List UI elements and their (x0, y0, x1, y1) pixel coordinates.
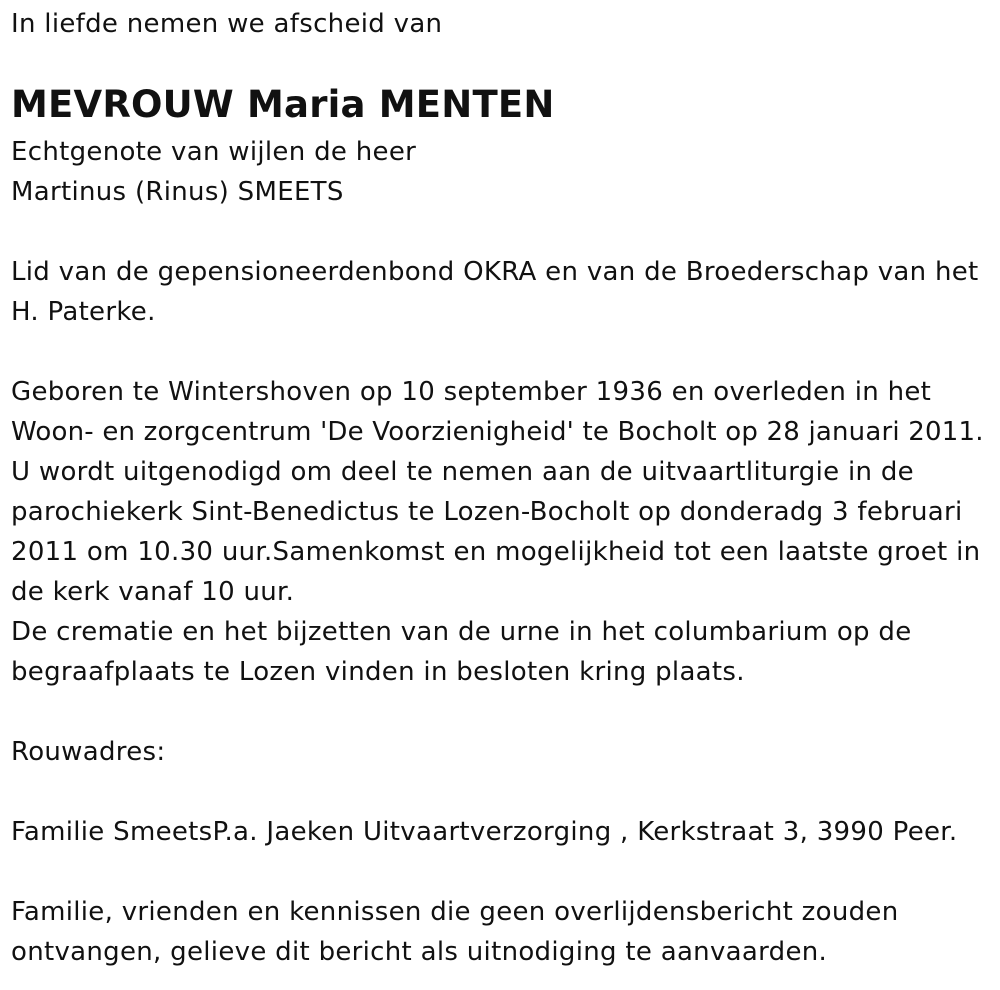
address-block (11, 812, 990, 852)
address-text: Familie SmeetsP.a. Jaeken Uitvaartverzorging , Kerkstraat 3, 3990 Peer. (11, 817, 958, 847)
closing-block (11, 892, 990, 972)
details-line: parochiekerk Sint-Benedictus te Lozen-Bocholt op donderadg 3 februari (11, 497, 963, 527)
spouse-block (11, 132, 990, 212)
details-line: U wordt uitgenodigd om deel te nemen aan de uitvaartliturgie in de (11, 457, 914, 487)
details-line: begraafplaats te Lozen vinden in besloten kring plaats. (11, 657, 745, 687)
spouse-line: Martinus (Rinus) SMEETS (11, 177, 344, 207)
spouse-line: Echtgenote van wijlen de heer (11, 137, 417, 167)
membership-line: Lid van de gepensioneerdenbond OKRA en van de Broederschap van het (11, 257, 979, 287)
closing-line: ontvangen, gelieve dit bericht als uitnodiging te aanvaarden. (11, 937, 828, 967)
address-label: Rouwadres: (11, 737, 166, 767)
address-label-block (11, 732, 990, 772)
details-line: 2011 om 10.30 uur.Samenkomst en mogelijkheid tot een laatste groet in (11, 537, 981, 567)
details-line: Geboren te Wintershoven op 10 september 1936 en overleden in het (11, 377, 932, 407)
details-line: Woon- en zorgcentrum 'De Voorzienigheid' te Bocholt op 28 januari 2011. (11, 417, 984, 447)
closing-line: Familie, vrienden en kennissen die geen overlijdensbericht zouden (11, 897, 899, 927)
details-line: de kerk vanaf 10 uur. (11, 577, 295, 607)
membership-line: H. Paterke. (11, 297, 156, 327)
details-line: De crematie en het bijzetten van de urne in het columbarium op de (11, 617, 912, 647)
intro-text: In liefde nemen we afscheid van (11, 9, 443, 39)
membership-block (11, 252, 990, 332)
details-block (11, 372, 990, 692)
deceased-name: MEVROUW Maria MENTEN (11, 83, 555, 126)
